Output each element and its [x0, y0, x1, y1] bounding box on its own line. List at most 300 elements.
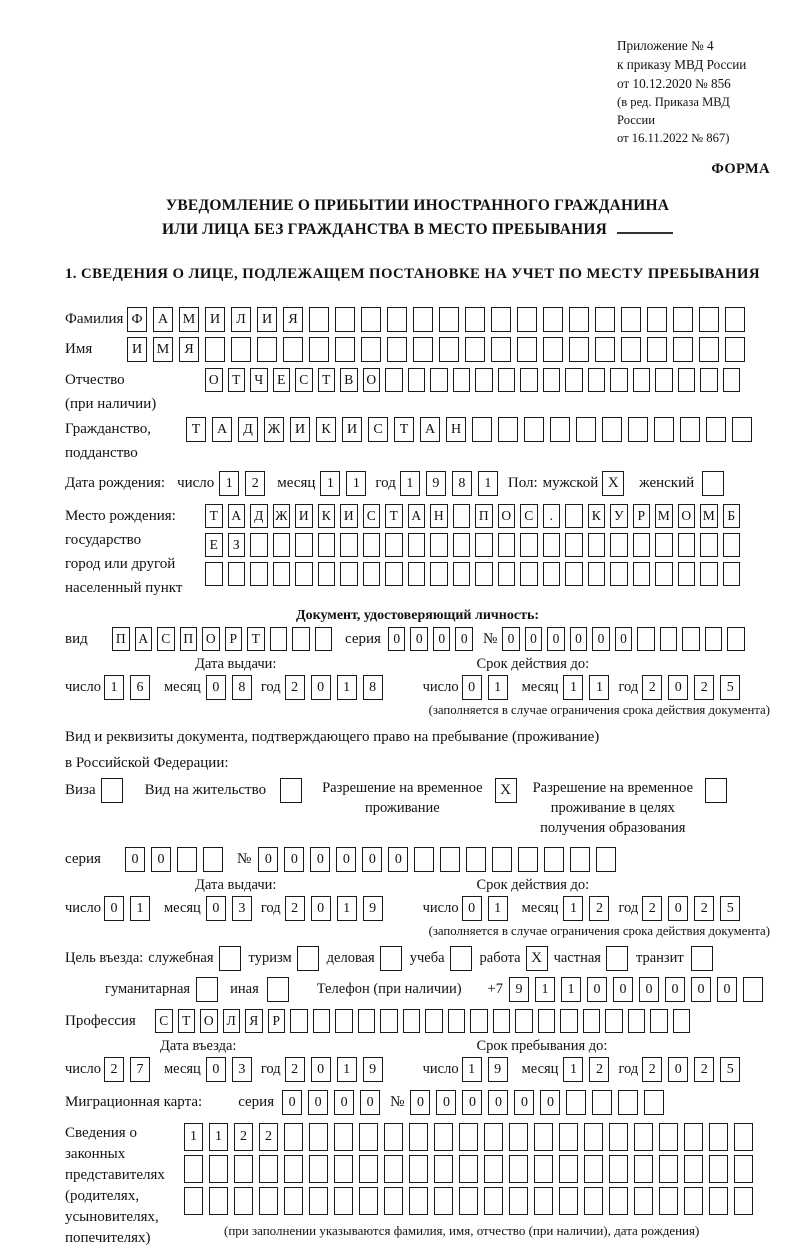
char-cell: Н	[446, 417, 466, 442]
day-label: число	[422, 900, 459, 916]
char-cell	[700, 562, 718, 586]
char-cell	[335, 307, 355, 332]
char-cell: Ж	[273, 504, 291, 528]
char-cell	[453, 533, 471, 557]
char-cell	[584, 1123, 603, 1151]
char-cell	[678, 562, 696, 586]
char-cell: 2	[285, 896, 305, 921]
char-cell	[543, 337, 563, 362]
char-cell: Т	[186, 417, 206, 442]
char-cell	[520, 368, 538, 392]
expiry-year-cells	[642, 675, 746, 700]
char-cell: 0	[462, 1090, 482, 1115]
char-cell: Я	[283, 307, 303, 332]
char-cell: 0	[206, 675, 226, 700]
expiry-month-cells	[563, 675, 615, 700]
char-cell: 1	[478, 471, 498, 496]
char-cell: И	[342, 417, 362, 442]
char-cell: И	[257, 307, 277, 332]
char-cell	[633, 368, 651, 392]
char-cell	[517, 337, 537, 362]
char-cell: О	[363, 368, 381, 392]
birth-year-cells	[400, 471, 504, 496]
char-cell	[209, 1155, 228, 1183]
residence-doc-note: (заполняется в случае ограничения срока действия документа)	[428, 924, 770, 938]
char-cell	[309, 1187, 328, 1215]
sex-label: Пол:	[507, 475, 538, 491]
month-label: месяц	[521, 1061, 559, 1077]
char-cell: 9	[509, 977, 529, 1002]
char-cell: 0	[311, 1057, 331, 1082]
char-cell: 2	[642, 896, 662, 921]
char-cell: Р	[633, 504, 651, 528]
char-cell: А	[228, 504, 246, 528]
char-cell	[588, 533, 606, 557]
char-cell	[709, 1155, 728, 1183]
char-cell: 1	[320, 471, 340, 496]
year-label: год	[618, 1061, 639, 1077]
year-label: год	[618, 900, 639, 916]
char-cell: А	[153, 307, 173, 332]
char-cell	[318, 533, 336, 557]
char-cell: А	[420, 417, 440, 442]
char-cell	[385, 368, 403, 392]
year-label: год	[260, 1061, 281, 1077]
purpose-other-checkbox	[267, 977, 289, 1002]
char-cell: Т	[178, 1009, 196, 1033]
char-cell: 2	[104, 1057, 124, 1082]
purpose-study-checkbox	[450, 946, 472, 971]
char-cell	[384, 1187, 403, 1215]
char-cell	[292, 627, 310, 651]
char-cell	[475, 533, 493, 557]
residence-permit-checkbox	[280, 778, 302, 803]
char-cell	[409, 1187, 428, 1215]
char-cell: М	[179, 307, 199, 332]
residence-permit-label: Вид на жительство	[144, 782, 267, 798]
char-cell: П	[112, 627, 130, 651]
char-cell	[647, 307, 667, 332]
char-cell	[628, 417, 648, 442]
char-cell	[228, 562, 246, 586]
char-cell: 1	[561, 977, 581, 1002]
char-cell	[234, 1187, 253, 1215]
char-cell: 1	[462, 1057, 482, 1082]
entry-month-cells	[206, 1057, 258, 1082]
char-cell	[335, 337, 355, 362]
male-checkbox: X	[602, 471, 624, 496]
char-cell: 2	[694, 1057, 714, 1082]
doc-kind-cells	[112, 627, 337, 651]
char-cell: 0	[360, 1090, 380, 1115]
char-cell	[700, 533, 718, 557]
char-cell	[634, 1187, 653, 1215]
char-cell	[621, 337, 641, 362]
char-cell	[583, 1009, 601, 1033]
char-cell	[509, 1155, 528, 1183]
char-cell	[684, 1187, 703, 1215]
char-cell	[584, 1187, 603, 1215]
char-cell: 0	[362, 847, 382, 872]
char-cell	[363, 533, 381, 557]
res-issue-year-cells	[285, 896, 389, 921]
char-cell	[699, 337, 719, 362]
char-cell: Д	[238, 417, 258, 442]
char-cell: М	[700, 504, 718, 528]
char-cell: 0	[282, 1090, 302, 1115]
purpose-opt-label: служебная	[148, 950, 214, 966]
char-cell: И	[340, 504, 358, 528]
char-cell: .	[543, 504, 561, 528]
birth-place-block	[65, 504, 770, 600]
char-cell: 0	[547, 627, 565, 651]
birth-month-cells	[320, 471, 372, 496]
citizenship-row	[65, 417, 770, 464]
char-cell	[588, 368, 606, 392]
char-cell: 1	[563, 1057, 583, 1082]
char-cell	[655, 562, 673, 586]
char-cell: З	[228, 533, 246, 557]
char-cell	[361, 307, 381, 332]
char-cell	[709, 1187, 728, 1215]
char-cell	[470, 1009, 488, 1033]
res-expiry-day-cells	[462, 896, 514, 921]
number-label: №	[482, 630, 498, 647]
char-cell	[725, 337, 745, 362]
char-cell: 2	[589, 896, 609, 921]
char-cell	[385, 562, 403, 586]
char-cell	[465, 337, 485, 362]
identity-doc-heading: Документ, удостоверяющий личность:	[295, 608, 540, 623]
entry-stay-headings	[65, 1038, 770, 1055]
char-cell	[234, 1155, 253, 1183]
char-cell: П	[180, 627, 198, 651]
char-cell	[384, 1155, 403, 1183]
char-cell: А	[135, 627, 153, 651]
char-cell	[430, 562, 448, 586]
char-cell	[727, 627, 745, 651]
residence-doc-options	[65, 778, 770, 838]
char-cell: 2	[589, 1057, 609, 1082]
char-cell: 1	[130, 896, 150, 921]
birth-place-row-2	[205, 533, 745, 557]
char-cell: 2	[694, 896, 714, 921]
char-cell	[491, 337, 511, 362]
purpose-label: Цель въезда:	[65, 950, 144, 966]
res-expiry-month-cells	[563, 896, 615, 921]
char-cell	[295, 562, 313, 586]
char-cell	[673, 307, 693, 332]
char-cell	[544, 847, 564, 872]
char-cell: 0	[410, 627, 428, 651]
birth-date-label: Дата рождения:	[65, 475, 166, 491]
section1-heading: 1. СВЕДЕНИЯ О ЛИЦЕ, ПОДЛЕЖАЩЕМ ПОСТАНОВКЕ НА УЧЕТ ПО МЕСТУ ПРЕБЫВАНИЯ	[65, 266, 760, 282]
char-cell: Ч	[250, 368, 268, 392]
res-issue-month-cells	[206, 896, 258, 921]
expiry-day-cells	[462, 675, 514, 700]
char-cell: 2	[642, 675, 662, 700]
char-cell	[647, 337, 667, 362]
char-cell	[678, 533, 696, 557]
char-cell	[315, 627, 333, 651]
char-cell	[569, 307, 589, 332]
char-cell: 0	[639, 977, 659, 1002]
char-cell: С	[157, 627, 175, 651]
issue-day-cells	[104, 675, 156, 700]
char-cell	[509, 1123, 528, 1151]
birth-date-row	[65, 471, 770, 496]
purpose-row-2	[105, 977, 770, 1002]
char-cell: 0	[514, 1090, 534, 1115]
char-cell	[430, 368, 448, 392]
char-cell	[618, 1090, 638, 1115]
identity-doc-date-headings	[65, 656, 770, 673]
char-cell	[408, 368, 426, 392]
annex-revision-line: (в ред. Приказа МВД России	[617, 95, 730, 127]
char-cell: 0	[592, 627, 610, 651]
char-cell	[309, 307, 329, 332]
temp-residence-checkbox: X	[495, 778, 517, 803]
char-cell	[259, 1155, 278, 1183]
birth-place-row-3	[205, 562, 745, 586]
char-cell	[184, 1155, 203, 1183]
char-cell	[700, 368, 718, 392]
char-cell	[565, 533, 583, 557]
char-cell: 0	[206, 896, 226, 921]
char-cell	[732, 417, 752, 442]
day-label: число	[422, 679, 459, 695]
char-cell	[576, 417, 596, 442]
year-label: год	[618, 679, 639, 695]
char-cell: 0	[388, 847, 408, 872]
migration-series-cells	[282, 1090, 386, 1115]
char-cell: 0	[488, 1090, 508, 1115]
char-cell	[385, 533, 403, 557]
char-cell: В	[340, 368, 358, 392]
phone-prefix: +7	[487, 981, 503, 997]
char-cell: 0	[540, 1090, 560, 1115]
char-cell: 0	[502, 627, 520, 651]
firstname-cells	[127, 337, 751, 362]
char-cell	[498, 533, 516, 557]
char-cell: 8	[452, 471, 472, 496]
char-cell	[659, 1123, 678, 1151]
representatives-row-1	[184, 1123, 759, 1151]
char-cell: 0	[691, 977, 711, 1002]
representatives-label: Сведения о законных представителях (родителях, усыновителях, попечителях)	[65, 1125, 165, 1246]
title-line-2: ИЛИ ЛИЦА БЕЗ ГРАЖДАНСТВА В МЕСТО ПРЕБЫВАНИЯ	[65, 218, 770, 242]
entry-day-cells	[104, 1057, 156, 1082]
char-cell: 1	[589, 675, 609, 700]
char-cell: 0	[462, 675, 482, 700]
visa-checkbox	[101, 778, 123, 803]
char-cell	[650, 1009, 668, 1033]
char-cell: 2	[642, 1057, 662, 1082]
char-cell	[610, 533, 628, 557]
char-cell: С	[520, 504, 538, 528]
purpose-commercial-checkbox	[380, 946, 402, 971]
char-cell: 1	[337, 1057, 357, 1082]
char-cell	[660, 627, 678, 651]
purpose-opt-label: туризм	[248, 950, 292, 966]
migration-card-label: Миграционная карта:	[65, 1094, 203, 1110]
char-cell	[743, 977, 763, 1002]
doc-series-cells	[388, 627, 478, 651]
char-cell: 0	[462, 896, 482, 921]
representatives-note: (при заполнении указываются фамилия, имя, отчество (при наличии), дата рождения)	[224, 1223, 700, 1238]
char-cell	[491, 307, 511, 332]
char-cell	[559, 1187, 578, 1215]
char-cell: 2	[245, 471, 265, 496]
char-cell	[633, 562, 651, 586]
char-cell	[434, 1155, 453, 1183]
issue-month-cells	[206, 675, 258, 700]
month-label: месяц	[521, 900, 559, 916]
char-cell: И	[205, 307, 225, 332]
char-cell: 0	[334, 1090, 354, 1115]
char-cell: 0	[717, 977, 737, 1002]
char-cell: 0	[310, 847, 330, 872]
char-cell	[439, 307, 459, 332]
char-cell	[359, 1123, 378, 1151]
char-cell: 8	[363, 675, 383, 700]
char-cell	[543, 562, 561, 586]
char-cell: И	[127, 337, 147, 362]
char-cell	[273, 533, 291, 557]
char-cell: А	[408, 504, 426, 528]
year-label: год	[260, 679, 281, 695]
char-cell	[340, 533, 358, 557]
char-cell: 6	[130, 675, 150, 700]
entry-year-cells	[285, 1057, 389, 1082]
char-cell	[493, 1009, 511, 1033]
char-cell: 0	[615, 627, 633, 651]
expiry-date-heading: Срок действия до:	[476, 656, 590, 672]
char-cell	[409, 1123, 428, 1151]
char-cell	[184, 1187, 203, 1215]
char-cell	[655, 533, 673, 557]
doc-number-cells	[502, 627, 750, 651]
char-cell: 0	[525, 627, 543, 651]
char-cell	[538, 1009, 556, 1033]
char-cell	[340, 562, 358, 586]
char-cell: 0	[436, 1090, 456, 1115]
char-cell	[565, 504, 583, 528]
issue-date-heading: Дата выдачи:	[195, 877, 277, 893]
day-label: число	[65, 900, 101, 916]
char-cell	[408, 533, 426, 557]
char-cell	[524, 417, 544, 442]
purpose-opt-label: гуманитарная	[105, 981, 191, 997]
char-cell	[734, 1187, 753, 1215]
char-cell: 0	[668, 675, 688, 700]
char-cell: О	[205, 368, 223, 392]
char-cell: 0	[570, 627, 588, 651]
char-cell: Е	[205, 533, 223, 557]
char-cell: 1	[219, 471, 239, 496]
char-cell: 1	[346, 471, 366, 496]
purpose-transit-checkbox	[691, 946, 713, 971]
form-label: ФОРМА	[711, 161, 770, 177]
char-cell: 7	[130, 1057, 150, 1082]
month-label: месяц	[277, 475, 316, 491]
year-label: год	[260, 900, 281, 916]
char-cell	[475, 368, 493, 392]
char-cell	[465, 307, 485, 332]
char-cell: 3	[232, 1057, 252, 1082]
char-cell: 0	[433, 627, 451, 651]
char-cell: Р	[268, 1009, 286, 1033]
char-cell	[205, 562, 223, 586]
purpose-tourism-checkbox	[297, 946, 319, 971]
char-cell	[628, 1009, 646, 1033]
birth-place-row-1	[205, 504, 745, 528]
char-cell: 9	[363, 896, 383, 921]
char-cell	[284, 1155, 303, 1183]
char-cell: Т	[394, 417, 414, 442]
char-cell	[609, 1155, 628, 1183]
char-cell	[706, 417, 726, 442]
char-cell	[560, 1009, 578, 1033]
char-cell	[439, 337, 459, 362]
phone-cells	[509, 977, 769, 1002]
char-cell	[644, 1090, 664, 1115]
surname-label: Фамилия	[65, 311, 124, 327]
migration-number-cells	[410, 1090, 670, 1115]
char-cell: И	[290, 417, 310, 442]
char-cell: О	[202, 627, 220, 651]
day-label: число	[177, 475, 215, 491]
stay-until-heading: Срок пребывания до:	[476, 1038, 608, 1054]
char-cell	[709, 1123, 728, 1151]
patronymic-row	[65, 368, 770, 415]
char-cell	[609, 1123, 628, 1151]
year-label: год	[375, 475, 396, 491]
identity-doc-row	[65, 627, 770, 651]
birth-place-label: Место рождения: государство город или другой населенный пункт	[65, 508, 183, 596]
char-cell: 1	[337, 896, 357, 921]
char-cell	[434, 1187, 453, 1215]
char-cell	[309, 1155, 328, 1183]
char-cell	[484, 1187, 503, 1215]
char-cell: Р	[225, 627, 243, 651]
surname-row	[65, 307, 770, 332]
char-cell	[634, 1155, 653, 1183]
annex-line: к приказу МВД России	[617, 57, 747, 72]
char-cell	[273, 562, 291, 586]
char-cell	[723, 368, 741, 392]
char-cell: 9	[488, 1057, 508, 1082]
char-cell	[498, 562, 516, 586]
char-cell: 8	[232, 675, 252, 700]
char-cell: С	[368, 417, 388, 442]
annex-line: от 10.12.2020 № 856	[617, 76, 731, 91]
char-cell	[290, 1009, 308, 1033]
char-cell	[520, 562, 538, 586]
char-cell	[621, 307, 641, 332]
char-cell: 1	[209, 1123, 228, 1151]
char-cell: С	[295, 368, 313, 392]
char-cell	[270, 627, 288, 651]
char-cell	[543, 533, 561, 557]
purpose-private-checkbox	[606, 946, 628, 971]
char-cell	[358, 1009, 376, 1033]
char-cell	[682, 627, 700, 651]
citizenship-label: Гражданство, подданство	[65, 421, 152, 461]
stay-day-cells	[462, 1057, 514, 1082]
char-cell	[569, 337, 589, 362]
char-cell	[359, 1155, 378, 1183]
